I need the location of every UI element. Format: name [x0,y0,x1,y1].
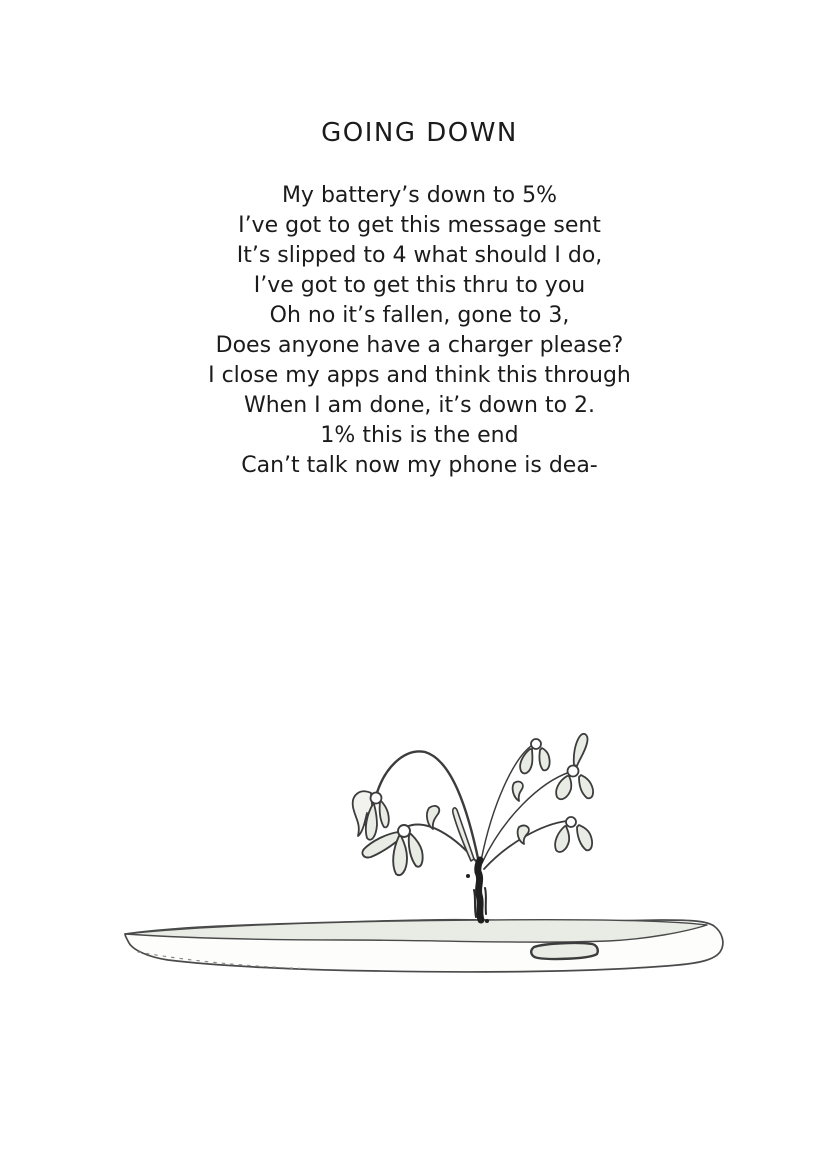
flower-petal [556,776,571,799]
poem-line: Oh no it’s fallen, gone to 3, [269,303,570,328]
poem-line: Can’t talk now my phone is dea- [241,453,598,478]
poem-line: I close my apps and think this through [208,363,631,388]
poem-line: When I am done, it’s down to 2. [243,393,596,418]
phone-flowers-illustration [90,685,770,995]
flower-crown [568,766,579,777]
flower-petal-up [574,734,588,766]
poem-line: I’ve got to get this thru to you [253,273,586,298]
poem-title: GOING DOWN [321,118,518,148]
flower-petal [409,834,423,867]
flower-petal [555,826,569,852]
flower-crown [531,739,541,749]
bract [427,806,439,829]
snowdrop-flower [520,739,550,773]
flower-crown [398,825,410,837]
poem-line: 1% this is the end [320,423,519,448]
home-button [531,943,598,959]
flower-petal [539,748,549,770]
snowdrop-flower [556,734,593,799]
poem-body [0,181,839,481]
poem-line: Does anyone have a charger please? [215,333,624,358]
wilting-snowdrops-illustration [353,734,593,923]
flower-petal [380,801,389,827]
flower-petal [579,775,593,798]
snowdrop-flower [353,791,389,839]
phone-screen-edge [125,920,707,942]
ink-dot [485,919,489,923]
flower-crown [566,817,576,827]
phone-side-view-illustration [125,920,723,972]
bract [518,826,529,844]
stem-bracts [427,782,529,844]
ink-dot [466,874,470,878]
poem-line: I’ve got to get this message sent [238,213,601,238]
bract [513,782,523,801]
flower-petal [577,825,592,850]
trunk-scribble [478,860,481,920]
poem-line: It’s slipped to 4 what should I do, [236,243,603,268]
flower-petal [520,749,532,773]
flower-crown [371,793,382,804]
poem-line: My battery’s down to 5% [281,183,558,208]
plant-trunk [466,860,489,923]
leaf-blade [453,808,474,861]
